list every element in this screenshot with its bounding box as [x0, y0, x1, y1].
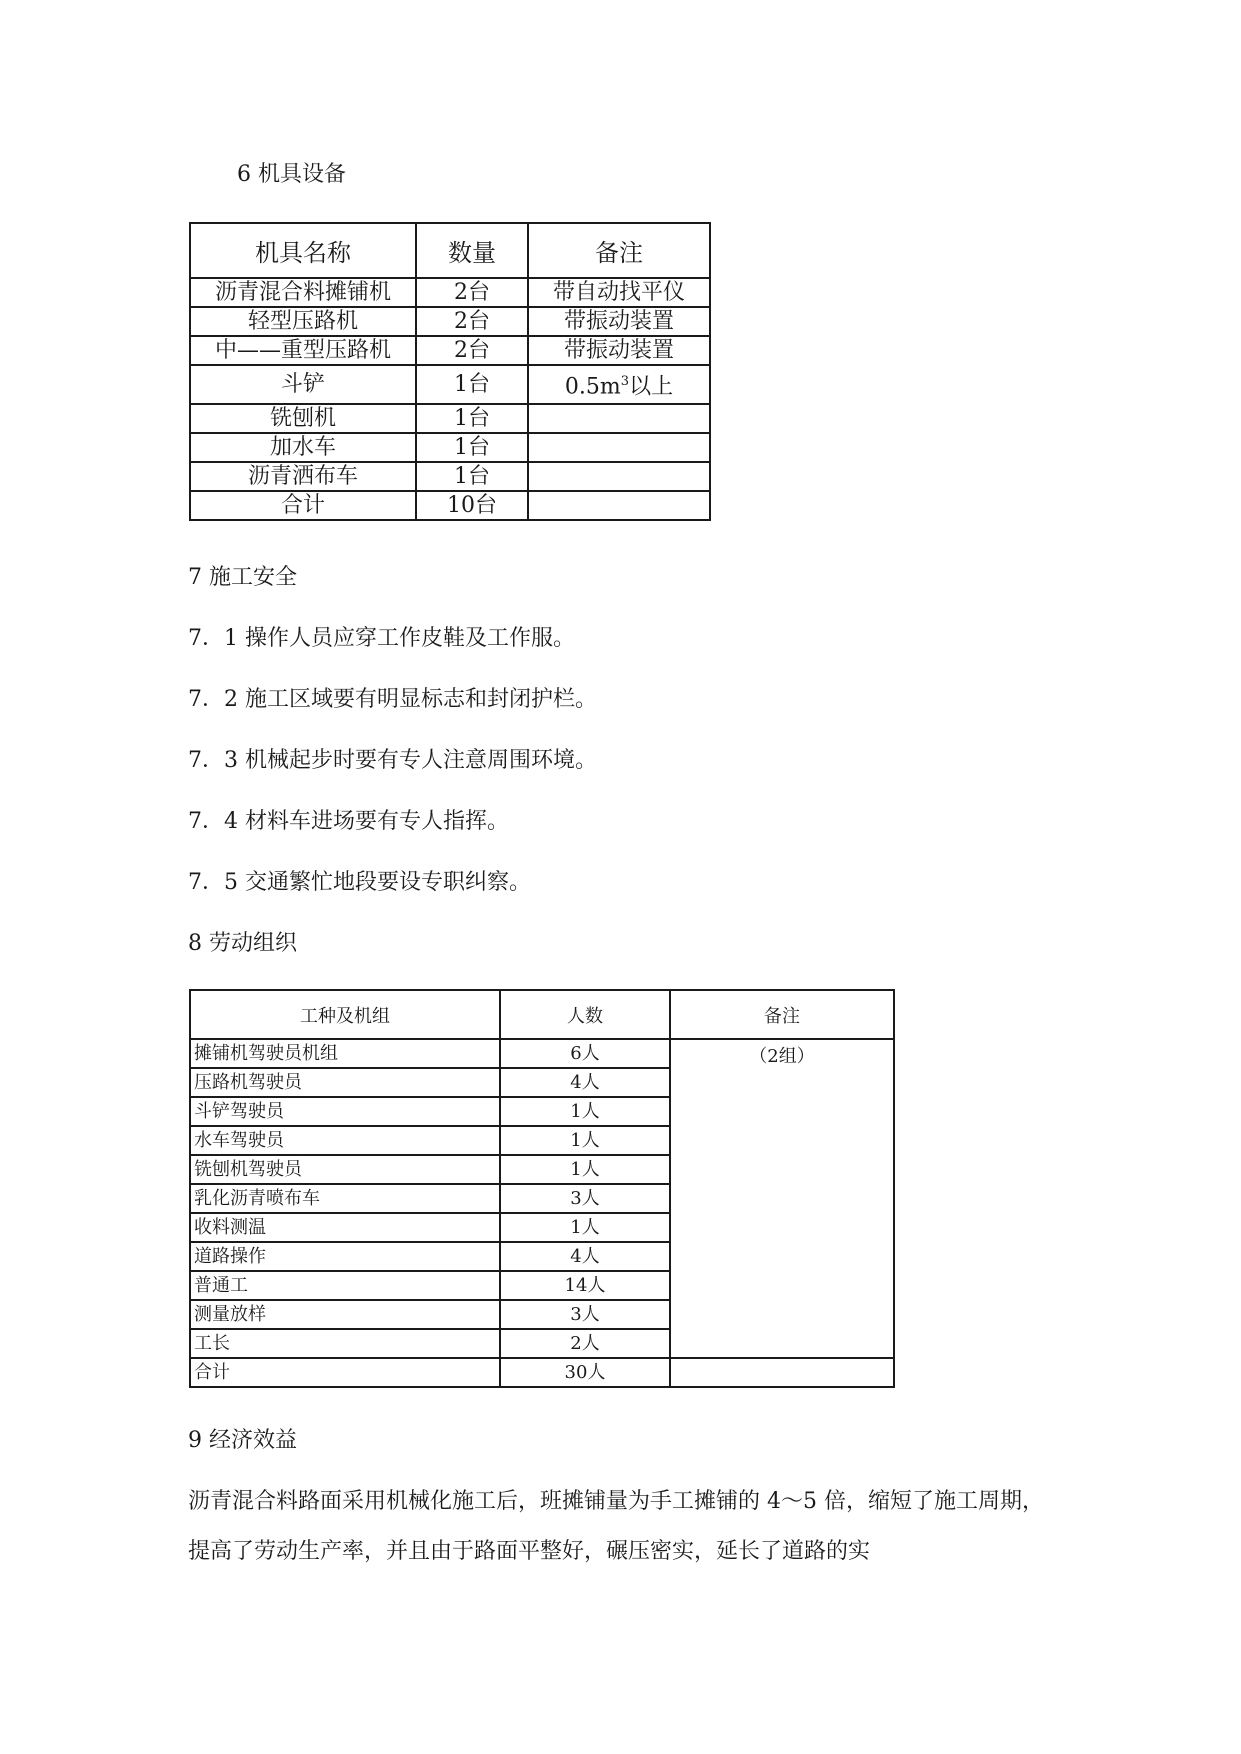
section-6-title: 6 机具设备 — [237, 162, 346, 187]
header-job-type: 工种及机组 — [190, 990, 500, 1039]
table-row-total — [190, 1358, 894, 1387]
equipment-quantity: 1台 — [416, 433, 528, 462]
job-type: 摊铺机驾驶员机组 — [190, 1039, 500, 1068]
header-equipment-name: 机具名称 — [190, 223, 416, 278]
headcount: 4人 — [500, 1068, 670, 1097]
equipment-table-header — [190, 223, 710, 278]
table-row — [190, 336, 710, 365]
equipment-quantity: 10台 — [416, 491, 528, 520]
equipment-quantity: 1台 — [416, 365, 528, 404]
equipment-remarks — [528, 404, 710, 433]
remarks-superscript: 3 — [620, 373, 630, 389]
job-type: 斗铲驾驶员 — [190, 1097, 500, 1126]
headcount: 6人 — [500, 1039, 670, 1068]
safety-item: 7．4 材料车进场要有专人指挥。 — [188, 809, 509, 834]
headcount: 3人 — [500, 1300, 670, 1329]
total-remarks — [670, 1358, 894, 1387]
job-type: 工长 — [190, 1329, 500, 1358]
equipment-remarks — [528, 462, 710, 491]
table-row — [190, 404, 710, 433]
headcount: 1人 — [500, 1155, 670, 1184]
equipment-remarks: 带振动装置 — [528, 307, 710, 336]
header-quantity: 数量 — [416, 223, 528, 278]
job-type: 合计 — [190, 1358, 500, 1387]
safety-item: 7．2 施工区域要有明显标志和封闭护栏。 — [188, 687, 597, 712]
labor-table — [189, 989, 895, 1388]
header-headcount: 人数 — [500, 990, 670, 1039]
equipment-remarks — [528, 365, 710, 404]
equipment-quantity: 2台 — [416, 307, 528, 336]
job-type: 道路操作 — [190, 1242, 500, 1271]
headcount: 4人 — [500, 1242, 670, 1271]
section-8-title: 8 劳动组织 — [188, 931, 297, 956]
header-remarks: 备注 — [528, 223, 710, 278]
economic-benefit-paragraph: 沥青混合料路面采用机械化施工后，班摊铺量为手工摊铺的 4～5 倍，缩短了施工周期，提高了劳动生产率，并且由于路面平整好，碾压密实，延长了道路的实 — [188, 1489, 1044, 1564]
equipment-name: 中——重型压路机 — [190, 336, 416, 365]
section-9-title: 9 经济效益 — [188, 1428, 297, 1453]
equipment-name: 加水车 — [190, 433, 416, 462]
equipment-quantity: 2台 — [416, 336, 528, 365]
table-row — [190, 433, 710, 462]
table-row — [190, 462, 710, 491]
equipment-name: 沥青混合料摊铺机 — [190, 278, 416, 307]
equipment-quantity: 1台 — [416, 462, 528, 491]
equipment-remarks — [528, 491, 710, 520]
table-row — [190, 1039, 894, 1068]
equipment-name: 轻型压路机 — [190, 307, 416, 336]
table-row — [190, 307, 710, 336]
job-type: 水车驾驶员 — [190, 1126, 500, 1155]
job-type: 铣刨机驾驶员 — [190, 1155, 500, 1184]
job-type: 乳化沥青喷布车 — [190, 1184, 500, 1213]
headcount: 2人 — [500, 1329, 670, 1358]
group-remarks: （2组） — [670, 1039, 894, 1358]
job-type: 测量放样 — [190, 1300, 500, 1329]
table-row — [190, 365, 710, 404]
equipment-quantity: 2台 — [416, 278, 528, 307]
equipment-remarks: 带振动装置 — [528, 336, 710, 365]
equipment-remarks — [528, 433, 710, 462]
equipment-name: 沥青洒布车 — [190, 462, 416, 491]
labor-table-header — [190, 990, 894, 1039]
remarks-suffix: 以上 — [629, 374, 674, 400]
headcount: 14人 — [500, 1271, 670, 1300]
safety-item: 7．5 交通繁忙地段要设专职纠察。 — [188, 870, 531, 895]
equipment-table — [189, 222, 711, 521]
job-type: 普通工 — [190, 1271, 500, 1300]
equipment-name: 铣刨机 — [190, 404, 416, 433]
equipment-name: 斗铲 — [190, 365, 416, 404]
headcount: 3人 — [500, 1184, 670, 1213]
headcount: 1人 — [500, 1097, 670, 1126]
table-row — [190, 278, 710, 307]
remarks-volume: 0.5m — [564, 374, 621, 400]
headcount: 1人 — [500, 1213, 670, 1242]
job-type: 收料测温 — [190, 1213, 500, 1242]
equipment-name: 合计 — [190, 491, 416, 520]
headcount: 1人 — [500, 1126, 670, 1155]
equipment-quantity: 1台 — [416, 404, 528, 433]
equipment-remarks: 带自动找平仪 — [528, 278, 710, 307]
job-type: 压路机驾驶员 — [190, 1068, 500, 1097]
table-row-total — [190, 491, 710, 520]
header-remarks: 备注 — [670, 990, 894, 1039]
section-7-title: 7 施工安全 — [188, 565, 297, 590]
safety-item: 7．3 机械起步时要有专人注意周围环境。 — [188, 748, 597, 773]
safety-item: 7．1 操作人员应穿工作皮鞋及工作服。 — [188, 626, 575, 651]
headcount: 30人 — [500, 1358, 670, 1387]
